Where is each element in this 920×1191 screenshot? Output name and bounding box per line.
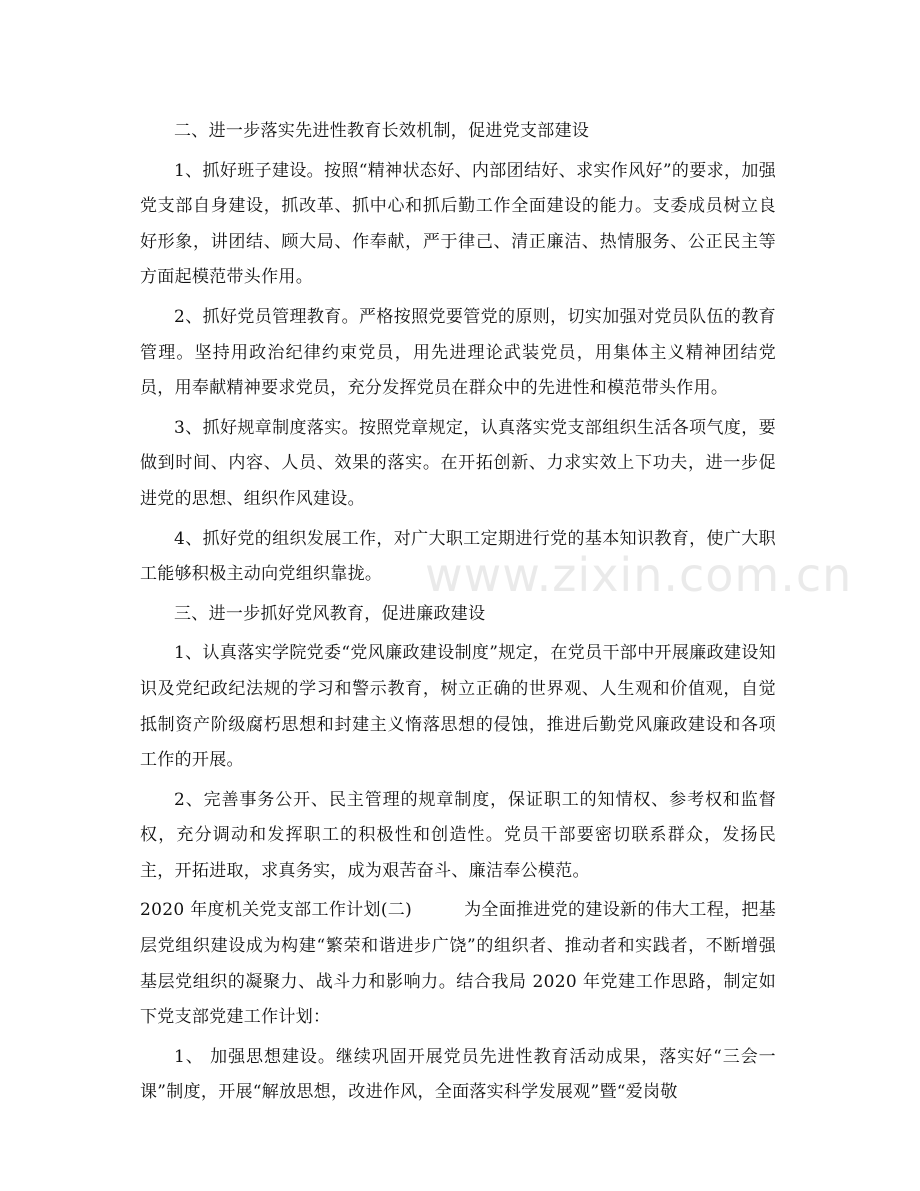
paragraph-team-building: 1、抓好班子建设。按照“精神状态好、内部团结好、求实作风好”的要求，加强党支部自身建设，抓改革、抓中心和抓后勤工作全面建设的能力。支委成员树立良好形象，讲团结、顾大局、作奉献，严于律己、清正廉洁、热情服务、公正民主等方面起模范带头作用。 (140, 160, 776, 288)
paragraph-integrity-education: 1、认真落实学院党委“党风廉政建设制度”规定，在党员干部中开展廉政建设知识及党纪政纪法规的学习和警示教育，树立正确的世界观、人生观和价值观，自觉抵制资产阶级腐朽思想和封建主义惰落思想的侵蚀，推进后勤党风廉政建设和各项工作的开展。 (140, 643, 776, 771)
watermark: www.zixin.com.cn (425, 548, 853, 602)
paragraph-democratic-management: 2、完善事务公开、民主管理的规章制度，保证职工的知情权、参考权和监督权，充分调动和发挥职工的积极性和创造性。党员干部要密切联系群众，发扬民主，开拓进取，求真务实，成为艰苦奋斗、廉洁奉公模范。 (140, 789, 776, 881)
section-heading-3: 三、进一步抓好党风教育，促进廉政建设 (174, 603, 486, 624)
plan-intro-text: 为全面推进党的建设新的伟大工程，把基层党组织建设成为构建“繁荣和谐进步广饶”的组织者、推动者和实践者，不断增强基层党组织的凝聚力、战斗力和影响力。结合我局 2020 年党建工作思路，制定如下党支部党建工作计划： (140, 900, 776, 1028)
paragraph-regulations: 3、抓好规章制度落实。按照党章规定，认真落实党支部组织生活各项气度，要做到时间、内容、人员、效果的落实。在开拓创新、力求实效上下功夫，进一步促进党的思想、组织作风建设。 (140, 417, 776, 509)
paragraph-organization-development: 4、抓好党的组织发展工作，对广大职工定期进行党的基本知识教育，使广大职工能够积极主动向党组织靠拢。 (140, 528, 776, 585)
paragraph-member-education: 2、抓好党员管理教育。严格按照党要管党的原则，切实加强对党员队伍的教育管理。坚持用政治纪律约束党员，用先进理论武装党员，用集体主义精神团结党员，用奉献精神要求党员，充分发挥党员在群众中的先进性和模范带头作用。 (140, 306, 776, 399)
paragraph-plan-intro (140, 893, 776, 1035)
plan-title: 2020 年度机关党支部工作计划(二) (140, 900, 413, 921)
section-heading-2: 二、进一步落实先进性教育长效机制，促进党支部建设 (174, 121, 590, 141)
document-body (140, 114, 776, 1115)
paragraph-ideological-building: 1、 加强思想建设。继续巩固开展党员先进性教育活动成果，落实好“三会一课”制度，开展“解放思想，改进作风，全面落实科学发展观”暨“爱岗敬 (140, 1046, 776, 1103)
